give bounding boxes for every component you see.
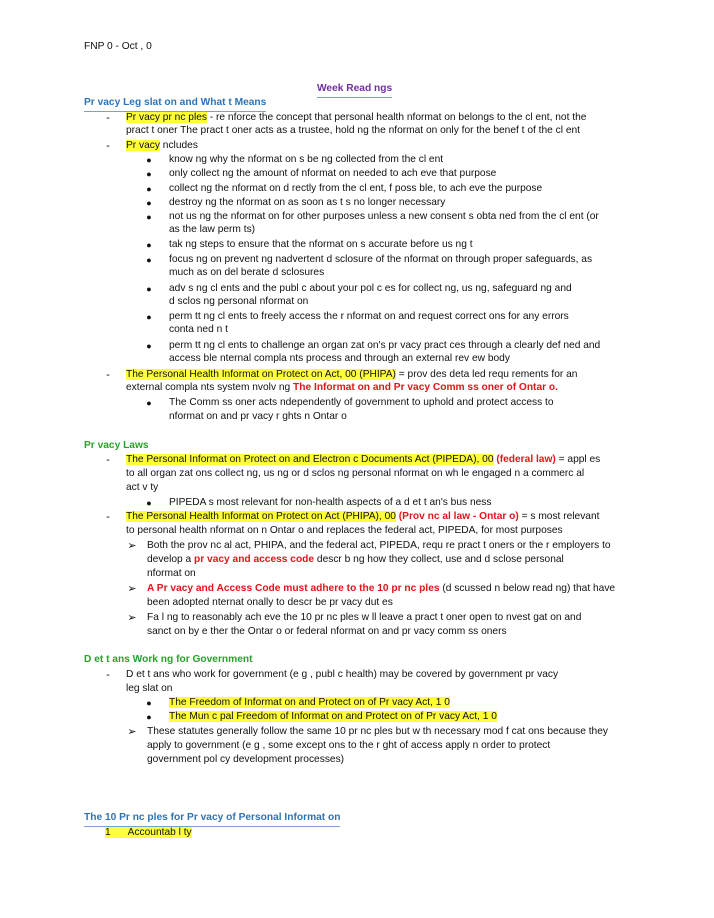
list-item-continued: access ble nternal compla nts process and through an external rev ew body: [169, 353, 510, 364]
section-heading-ten-principles: The 10 Pr nc ples for Pr vacy of Personal Informat on: [84, 811, 340, 827]
dash-marker: -: [106, 511, 110, 523]
list-item: perm tt ng cl ents to freely access the r nformat on and request correct ons for any errors: [169, 311, 569, 322]
list-item: focus ng on prevent ng nadvertent d sclosure of the nformat on through proper safeguards, as: [169, 254, 593, 265]
list-item: only collect ng the amount of nformat on needed to ach eve that purpose: [169, 168, 497, 179]
bullet-marker: ●: [146, 184, 152, 194]
bullet-marker: ●: [146, 198, 152, 208]
bullet-marker: ●: [146, 212, 152, 222]
number-1: 1: [105, 827, 111, 838]
list-item: destroy ng the nformat on as soon as t s no longer necessary: [169, 197, 446, 208]
week-title: Week Read ngs: [317, 82, 392, 98]
bullet-marker: ●: [146, 398, 152, 408]
list-item-continued: d sclos ng personal nformat on: [169, 296, 309, 307]
list-item: PIPEDA s most relevant for non-health aspects of a d et t an's bus ness: [169, 497, 492, 508]
dash-marker: -: [106, 369, 110, 381]
pipeda-item: The Personal Informat on Protect on and Electron c Documents Act (PIPEDA), 00 (federal law) = appl es: [126, 454, 601, 465]
phipa-law-item-line2: to personal health nformat on n Ontar o and replaces the federal act, PIPEDA, for most purposes: [126, 525, 563, 536]
list-item: perm tt ng cl ents to challenge an organ zat on's pr vacy pract ces through a clearly def ned and: [169, 340, 601, 351]
bullet-marker: ●: [146, 712, 152, 722]
list-item: The Mun c pal Freedom of Informat on and Protect on of Pr vacy Act, 1 0: [169, 711, 497, 722]
list-item: know ng why the nformat on s be ng collected from the cl ent: [169, 154, 444, 165]
list-item-continued: much as on del berate d sclosures: [169, 267, 325, 278]
list-item-continued: as the law perm ts): [169, 224, 256, 235]
privacy-includes-item: Pr vacy ncludes: [126, 140, 198, 151]
commissioner-name: The Informat on and Pr vacy Comm ss oner of Ontar o.: [293, 382, 558, 393]
bullet-marker: ●: [146, 255, 152, 265]
privacy-principles-line2: pract t oner The pract t oner acts as a trustee, hold ng the nformat on only for the benef t of the cl ent: [126, 125, 580, 136]
numbered-item: [105, 826, 192, 840]
government-item-line2: leg slat on: [126, 683, 173, 694]
list-item: not us ng the nformat on for other purposes unless a new consent s obta ned from the cl ent (or: [169, 211, 599, 222]
list-item: The Comm ss oner acts ndependently of government to uphold and protect access to: [169, 397, 554, 408]
arrow-bullet-icon: ➢: [127, 583, 137, 595]
arrow-item: Both the prov nc al act, PHIPA, and the federal act, PIPEDA, requ re pract t oners or the r employers to: [147, 540, 611, 551]
list-item: tak ng steps to ensure that the nformat on s accurate before us ng t: [169, 239, 473, 250]
privacy-principles-item: Pr vacy pr nc ples - re nforce the concept that personal health nformat on belongs to the cl ent, not the: [126, 112, 587, 123]
bullet-marker: ●: [146, 312, 152, 322]
section-heading-privacy-laws: Pr vacy Laws: [84, 440, 149, 451]
government-item: D et t ans who work for government (e g , publ c health) may be covered by government pr vacy: [126, 669, 559, 680]
arrow-item: Fa l ng to reasonably ach eve the 10 pr nc ples w ll leave a pract t oner open to nvest gat on and: [147, 612, 582, 623]
arrow-bullet-icon: ➢: [127, 612, 137, 624]
pipeda-item-line3: act v ty: [126, 482, 159, 493]
arrow-item-line2: sanct on by e ther the Ontar o or federal nformat on and pr vacy comm ss oners: [147, 626, 507, 637]
bullet-marker: ●: [146, 498, 152, 508]
arrow-item-line3: government pol cy development processes): [147, 754, 345, 765]
arrow-bullet-icon: ➢: [127, 540, 137, 552]
list-item: The Freedom of Informat on and Protect on of Pr vacy Act, 1 0: [169, 697, 450, 708]
bullet-marker: ●: [146, 341, 152, 351]
dash-marker: -: [106, 454, 110, 466]
privacy-principles-highlight: Pr vacy pr nc ples: [126, 112, 207, 123]
bullet-marker: ●: [146, 169, 152, 179]
dash-marker: -: [106, 140, 110, 152]
bullet-marker: ●: [146, 698, 152, 708]
list-item-continued: nformat on and pr vacy r ghts n Ontar o: [169, 411, 347, 422]
phipa-item: The Personal Health Informat on Protect on Act, 00 (PHIPA) = prov des deta led requ rements for an: [126, 369, 578, 380]
list-item-continued: conta ned n t: [169, 324, 228, 335]
dash-marker: -: [106, 112, 110, 124]
bullet-marker: ●: [146, 240, 152, 250]
bullet-marker: ●: [146, 284, 152, 294]
arrow-item: A Pr vacy and Access Code must adhere to the 10 pr nc ples (d scussed n below read ng) that have: [147, 583, 616, 594]
phipa-law-item: The Personal Health Informat on Protect on Act (PHIPA), 00 (Prov nc al law - Ontar o) = s most relevant: [126, 511, 600, 522]
dash-marker: -: [106, 669, 110, 681]
list-item: adv s ng cl ents and the publ c about your pol c es for collect ng, us ng, safeguard ng and: [169, 283, 572, 294]
arrow-item-line2: develop a pr vacy and access code descr b ng how they collect, use and d sclose personal: [147, 554, 564, 565]
page-header: FNP 0 - Oct , 0: [84, 41, 152, 52]
section-heading-privacy-legislation: Pr vacy Leg slat on and What t Means: [84, 96, 266, 112]
section-heading-dietitians-government: D et t ans Work ng for Government: [84, 654, 253, 665]
list-item: collect ng the nformat on d rectly from the cl ent, f poss ble, to ach eve the purpose: [169, 183, 543, 194]
accountability-label: Accountab l ty: [127, 827, 192, 838]
arrow-item-line3: nformat on: [147, 568, 196, 579]
phipa-item-line2: external compla nts system nvolv ng The Informat on and Pr vacy Comm ss oner of Ontar o.: [126, 382, 558, 393]
arrow-bullet-icon: ➢: [127, 726, 137, 738]
arrow-item-line2: apply to government (e g , some except ons to the r ght of access apply n order to protect: [147, 740, 551, 751]
arrow-item: These statutes generally follow the same 10 pr nc ples but w th necessary mod f cat ons because they: [147, 726, 608, 737]
arrow-item-line2: been adopted nternat onally to descr be pr vacy dut es: [147, 597, 393, 608]
bullet-marker: ●: [146, 155, 152, 165]
pipeda-item-line2: to all organ zat ons collect ng, us ng or d sclos ng personal nformat on wh le engaged n a commerc al: [126, 468, 585, 479]
